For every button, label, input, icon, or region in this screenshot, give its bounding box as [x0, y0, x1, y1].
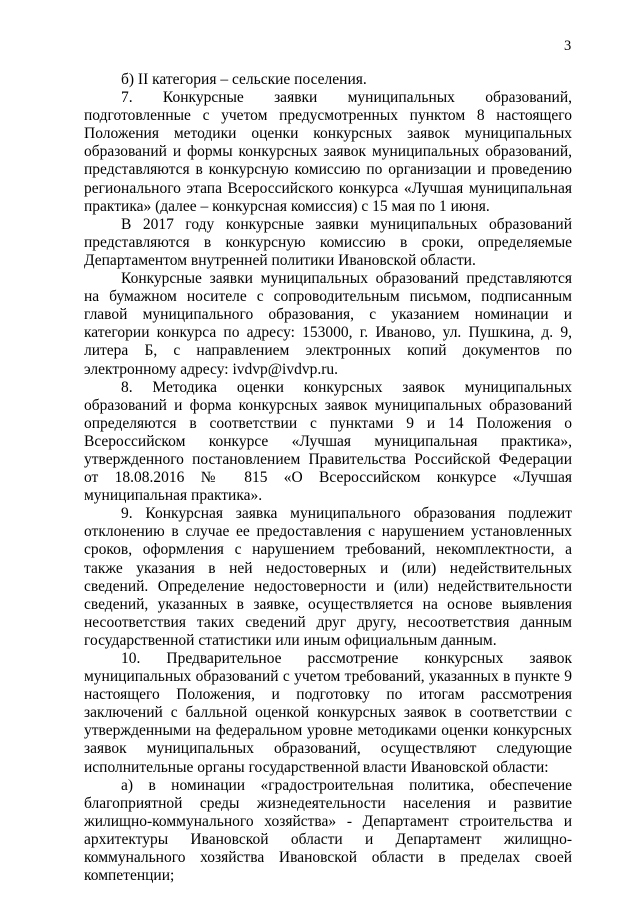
- paragraph-submission-address: Конкурсные заявки муниципальных образований представляются на бумажном носителе с сопроводительным письмом, подписанным главой муниципального образования, с указанием номинации и категории конкурса по адресу: 153000, г. Иваново, ул. Пушкина, д. 9, литера Б, с направлением электронных копий документов по электронному адресу: ivdvp@ivdvp.ru.: [84, 270, 572, 378]
- paragraph-item-8: 8. Методика оценки конкурсных заявок муниципальных образований и форма конкурсных заявок муниципальных образований определяются в соответствии с пунктами 9 и 14 Положения о Всероссийском конкурсе «Лучшая муниципальная практика», утвержденного постановлением Правительства Российской Федерации от 18.08.2016 № 815 «О Всероссийском конкурсе «Лучшая муниципальная практика».: [84, 378, 572, 505]
- paragraph-category-ii: б) II категория – сельские поселения.: [121, 71, 367, 88]
- paragraph-item-7: 7. Конкурсные заявки муниципальных образований, подготовленные с учетом предусмотренных пунктом 8 настоящего Положения методики оценки конкурсных заявок муниципальных образований и формы конкурсных заявок муниципальных образований, представляются в конкурсную комиссию по организации и проведению регионального этапа Всероссийского конкурса «Лучшая муниципальная практика» (далее – конкурсная комиссия) с 15 мая по 1 июня.: [84, 89, 572, 215]
- paragraph-2017-deadlines: В 2017 году конкурсные заявки муниципальных образований представляются в конкурсную комиссию в сроки, определяемые Департаментом внутренней политики Ивановской области.: [84, 215, 572, 269]
- page-number: 3: [564, 38, 572, 54]
- paragraph-item-9: 9. Конкурсная заявка муниципального образования подлежит отклонению в случае ее предоставления с нарушением установленных сроков, оформления с нарушением требований, некомплектности, а также указания в ней недостоверных и (или) недействительных сведений. Определение недостоверности и (или) недействительности сведений, указанных в заявке, осуществляется на основе выявления несоответствия таких сведений друг другу, несоответствия данным государственной статистики или иным официальным данным.: [84, 505, 572, 649]
- paragraph-item-10-a: а) в номинации «градостроительная политика, обеспечение благоприятной среды жизнедеятельности населения и развитие жилищно-коммунального хозяйства» - Департамент строительства и архитектуры Ивановской области и Департамент жилищно-коммунального хозяйства Ивановской области в пределах своей компетенции;: [84, 776, 572, 885]
- document-body: [84, 71, 572, 885]
- paragraph-item-10: 10. Предварительное рассмотрение конкурсных заявок муниципальных образований с учетом требований, указанных в пункте 9 настоящего Положения, и подготовку по итогам рассмотрения заключений с балльной оценкой конкурсных заявок в соответствии с утвержденными на федеральном уровне методиками оценки конкурсных заявок муниципальных образований, осуществляют следующие исполнительные органы государственной власти Ивановской области:: [84, 650, 572, 776]
